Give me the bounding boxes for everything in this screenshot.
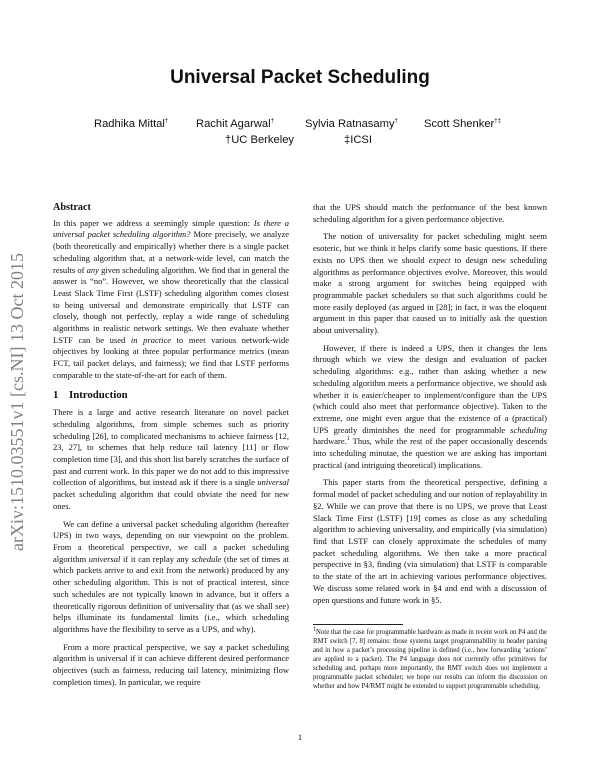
paragraph: However, if there is indeed a UPS, then it changes the lens through which we view the design and evaluation of packet scheduling algorithms: e.g., rather than asking whether a new scheduling algorithm meets a performance objective, we should ask whether it is easier/cheaper to implement/configure than the UPS (which could also meet that performance objective). Taken to the extreme, one might even argue that the existence of a (practical) UPS greatly diminishes the need for programmable scheduling hardware.$^1$ Thus, while the rest of the paper occasionally descends into scheduling minutae, the question we are asking has important practical (and intriguing theoretical) implications.	[313, 342, 547, 470]
footnote-rule	[313, 624, 403, 625]
footnote-marker: 1	[346, 436, 350, 443]
author-3: Sylvia Ratnasamy†	[305, 118, 398, 130]
paragraph: There is a large and active research literature on novel packet scheduling algorithms, from simple schemes such as priority scheduling [26], to complicated mechanisms to achieve fairness [12, 23, 27], to schemes that help reduce tail latency [11] or flow completion time [3], and this short list barely scratches the surface of past and current work. In this paper we do not add to this impressive collection of algorithms, but instead ask if there is a single universal packet scheduling algorithm that could obviate the need for new ones.	[53, 407, 289, 511]
paragraph: This paper starts from the theoretical perspective, defining a formal model of packet scheduling and our notion of replayability in §2. While we can prove that there is no UPS, we prove that Least Slack Time First (LSTF) [19] comes as close as any scheduling algorithm to achieving universality, and empirically (via simulation) find that LSTF can closely approximate the schedules of many packet scheduling algorithms. We then take a more practical perspective in §3, finding (via simulation) that LSTF is comparable to the state of the art in achieving various performance objectives. We discuss some related work in §4 and end with a discussion of open questions and future work in §5.	[313, 477, 547, 605]
left-column	[53, 202, 289, 694]
footnote: $^1$Note that the case for programmable hardware as made in recent work on P4 and the RMT switch [7, 8] remains: those systems target programmability in header parsing and in how a packet’s processing pipeline is defined (i.e., how forwarding ‘actions’ are applied to a packet). The P4 language does not currently offer primitives for scheduling and, perhaps more importantly, the RMT switch does not implement a programmable packet scheduler; we hope our results can inform the discussion on whether and how P4/RMT might be extended to support programmable scheduling.	[313, 626, 547, 690]
page-number: 1	[297, 732, 303, 742]
affiliation-berkeley: †UC Berkeley	[225, 134, 295, 146]
abstract-text: In this paper we address a seemingly simple question: Is there a universal packet scheduling algorithm? More precisely, we analyze (both theoretically and empirically) whether there is a single packet scheduling algorithm that, at a network-wide level, can match the results of any given scheduling algorithm. We find that in general the answer is “no”. However, we show theoretically that the classical Least Slack Time First (LSTF) scheduling algorithm comes closest to being universal and demonstrate empirically that LSTF can closely, though not perfectly, replay a wide range of scheduling algorithms in realistic network settings. We then evaluate whether LSTF can be used in practice to meet various network-wide objectives by looking at three popular performance metrics (mean FCT, tail packet delays, and fairness); we find that LSTF performs comparable to the state-of-the-art for each of them.	[53, 217, 290, 380]
section-heading: 1 Introduction	[53, 388, 128, 401]
arxiv-stamp: arXiv:1510.03551v1 [cs.NI] 13 Oct 2015	[7, 253, 27, 551]
author-2: Rachit Agarwal†	[196, 118, 274, 130]
paragraph: We can define a universal packet scheduling algorithm (hereafter UPS) in two ways, depending on our viewpoint on the problem. From a theoretical perspective, we call a packet scheduling algorithm universal if it can replay any schedule (the set of times at which packets arrive to and exit from the network) produced by any other scheduling algorithm. This is not of practical interest, since such schedules are not typically known in advance, but it offers a theoretically rigorous definition of universality that (as we shall see) helps illuminate its fundamental limits (i.e., which scheduling algorithms have the flexibility to serve as a UPS, and why).	[53, 518, 289, 634]
abstract-heading: Abstract	[53, 202, 91, 213]
paper-title: Universal Packet Scheduling	[170, 67, 430, 88]
author-4: Scott Shenker†‡	[424, 118, 501, 130]
paragraph: that the UPS should match the performance of the best known scheduling algorithm for a given performance objective.	[313, 202, 547, 224]
paragraph: From a more practical perspective, we say a packet scheduling algorithm is universal if it can achieve different desired performance objectives (such as fairness, reducing tail latency, minimizing flow completion times). In particular, we require	[53, 641, 289, 687]
right-column	[313, 202, 547, 612]
affiliation-icsi: ‡ICSI	[344, 134, 372, 146]
paragraph: The notion of universality for packet scheduling might seem esoteric, but we think it helps clarify some basic questions. If there exists no UPS then we should expect to design new scheduling algorithms as performance objectives evolve. Moreover, this would make a strong argument for switches being equipped with programmable packet schedulers so that such algorithms could be more easily deployed (as argued in [28]; in fact, it was the eloquent argument in this paper that caused us to initially ask the question about universality).	[313, 231, 548, 336]
author-1: Radhika Mittal†	[94, 118, 169, 130]
